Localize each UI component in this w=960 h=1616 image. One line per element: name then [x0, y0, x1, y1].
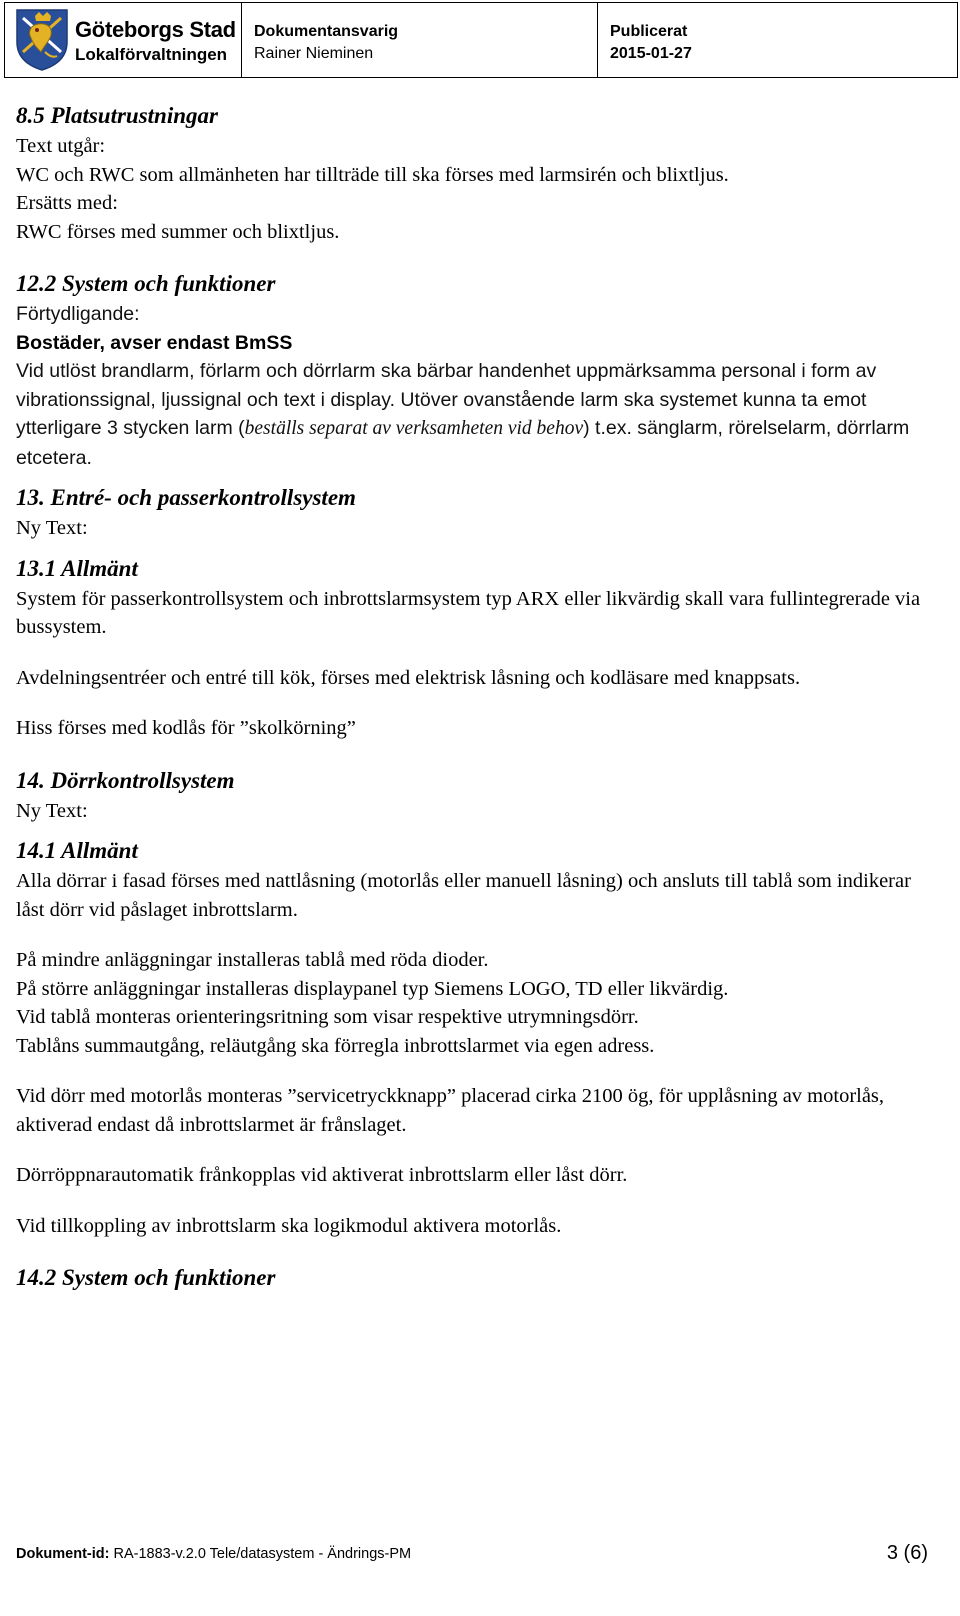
section-14-heading: 14. Dörrkontrollsystem: [16, 767, 235, 793]
responsible-cell: [241, 3, 597, 77]
list-line: Vid tablå monteras orienteringsritning som visar respektive utrymningsdörr.: [16, 1006, 639, 1028]
published-date: 2015-01-27: [610, 45, 692, 62]
list-line: Tablåns summautgång, reläutgång ska förregla inbrottslarmet via egen adress.: [16, 1034, 655, 1057]
paragraph: Avdelningsentréer och entré till kök, förses med elektrisk låsning och kodläsare med knappsats.: [16, 666, 801, 689]
section-12-2-heading: 12.2 System och funktioner: [16, 271, 276, 296]
body-text-part2: ) t.ex. sänglarm, rörelselarm, dörrlarm etcetera.: [16, 417, 910, 469]
responsible-label: Dokumentansvarig: [254, 23, 399, 40]
section-8-5-heading: 8.5 Platsutrustningar: [16, 103, 218, 128]
paragraph: Dörröppnarautomatik frånkopplas vid aktiverat inbrottslarm eller låst dörr.: [16, 1164, 628, 1186]
section-14-1-heading: 14.1 Allmänt: [16, 838, 138, 863]
paragraph: Alla dörrar i fasad förses med nattlåsning (motorlås eller manuell låsning) och ansluts till tablå som indikerar låst dörr vid påslaget inbrottslarm.: [16, 870, 911, 921]
section-13-1-heading: 13.1 Allmänt: [16, 555, 138, 581]
removed-text: WC och RWC som allmänheten har tillträde till ska förses med larmsirén och blixtljus.: [16, 163, 729, 186]
paragraph: Hiss förses med kodlås för ”skolkörning”: [16, 717, 356, 739]
page-number: 3 (6): [886, 1542, 928, 1564]
document-id: [16, 1546, 411, 1562]
logo-subtitle: Lokalförvaltningen: [75, 45, 228, 64]
coat-of-arms-icon: [15, 8, 69, 71]
logo-title: Göteborgs Stad: [75, 17, 236, 42]
replaced-text-label: Ersätts med:: [16, 192, 118, 214]
document-header: [4, 2, 958, 78]
list-line: På mindre anläggningar installeras tablå med röda dioder.: [16, 949, 489, 971]
replaced-text: RWC förses med summer och blixtljus.: [16, 220, 340, 243]
section-12-2-body: [16, 357, 936, 472]
new-text-label: Ny Text:: [16, 799, 88, 822]
organization-logo: [5, 3, 241, 77]
paragraph: Vid tillkoppling av inbrottslarm ska logikmodul aktivera motorlås.: [16, 1214, 562, 1237]
document-body: [16, 100, 936, 1294]
responsible-value: Rainer Nieminen: [254, 45, 374, 62]
body-text-italic: beställs separat av verksamheten vid behov: [244, 418, 584, 439]
document-id-value: RA-1883-v.2.0 Tele/datasystem - Ändrings-PM: [113, 1546, 412, 1562]
paragraph: System för passerkontrollsystem och inbrottslarmsystem typ ARX eller likvärdig skall vara fullintegrerade via bussystem.: [16, 587, 921, 638]
body-text-part1: Vid utlöst brandlarm, förlarm och dörrlarm ska bärbar handenhet uppmärksamma personal i form av vibrationssignal, ljussignal och text i display. Utöver ovanstående larm ska systemet kunna ta emot ytterligare 3 stycken larm (: [16, 360, 877, 439]
new-text-label: Ny Text:: [16, 517, 88, 539]
removed-text-label: Text utgår:: [16, 135, 106, 157]
section-14-2-heading: 14.2 System och funktioner: [16, 1265, 276, 1290]
list-line: På större anläggningar installeras displaypanel typ Siemens LOGO, TD eller likvärdig.: [16, 977, 729, 1000]
published-label: Publicerat: [610, 23, 688, 40]
section-13-heading: 13. Entré- och passerkontrollsystem: [16, 485, 356, 510]
published-cell: [597, 3, 957, 77]
document-id-label: Dokument-id:: [16, 1546, 110, 1562]
paragraph: Vid dörr med motorlås monteras ”servicetryckknapp” placerad cirka 2100 ög, för upplåsning av motorlås, aktiverad endast då inbrottslarmet är frånslaget.: [16, 1085, 885, 1136]
section-12-2-subtitle: Bostäder, avser endast BmSS: [16, 331, 293, 354]
document-footer: [16, 1542, 932, 1572]
clarification-label: Förtydligande:: [16, 303, 140, 325]
